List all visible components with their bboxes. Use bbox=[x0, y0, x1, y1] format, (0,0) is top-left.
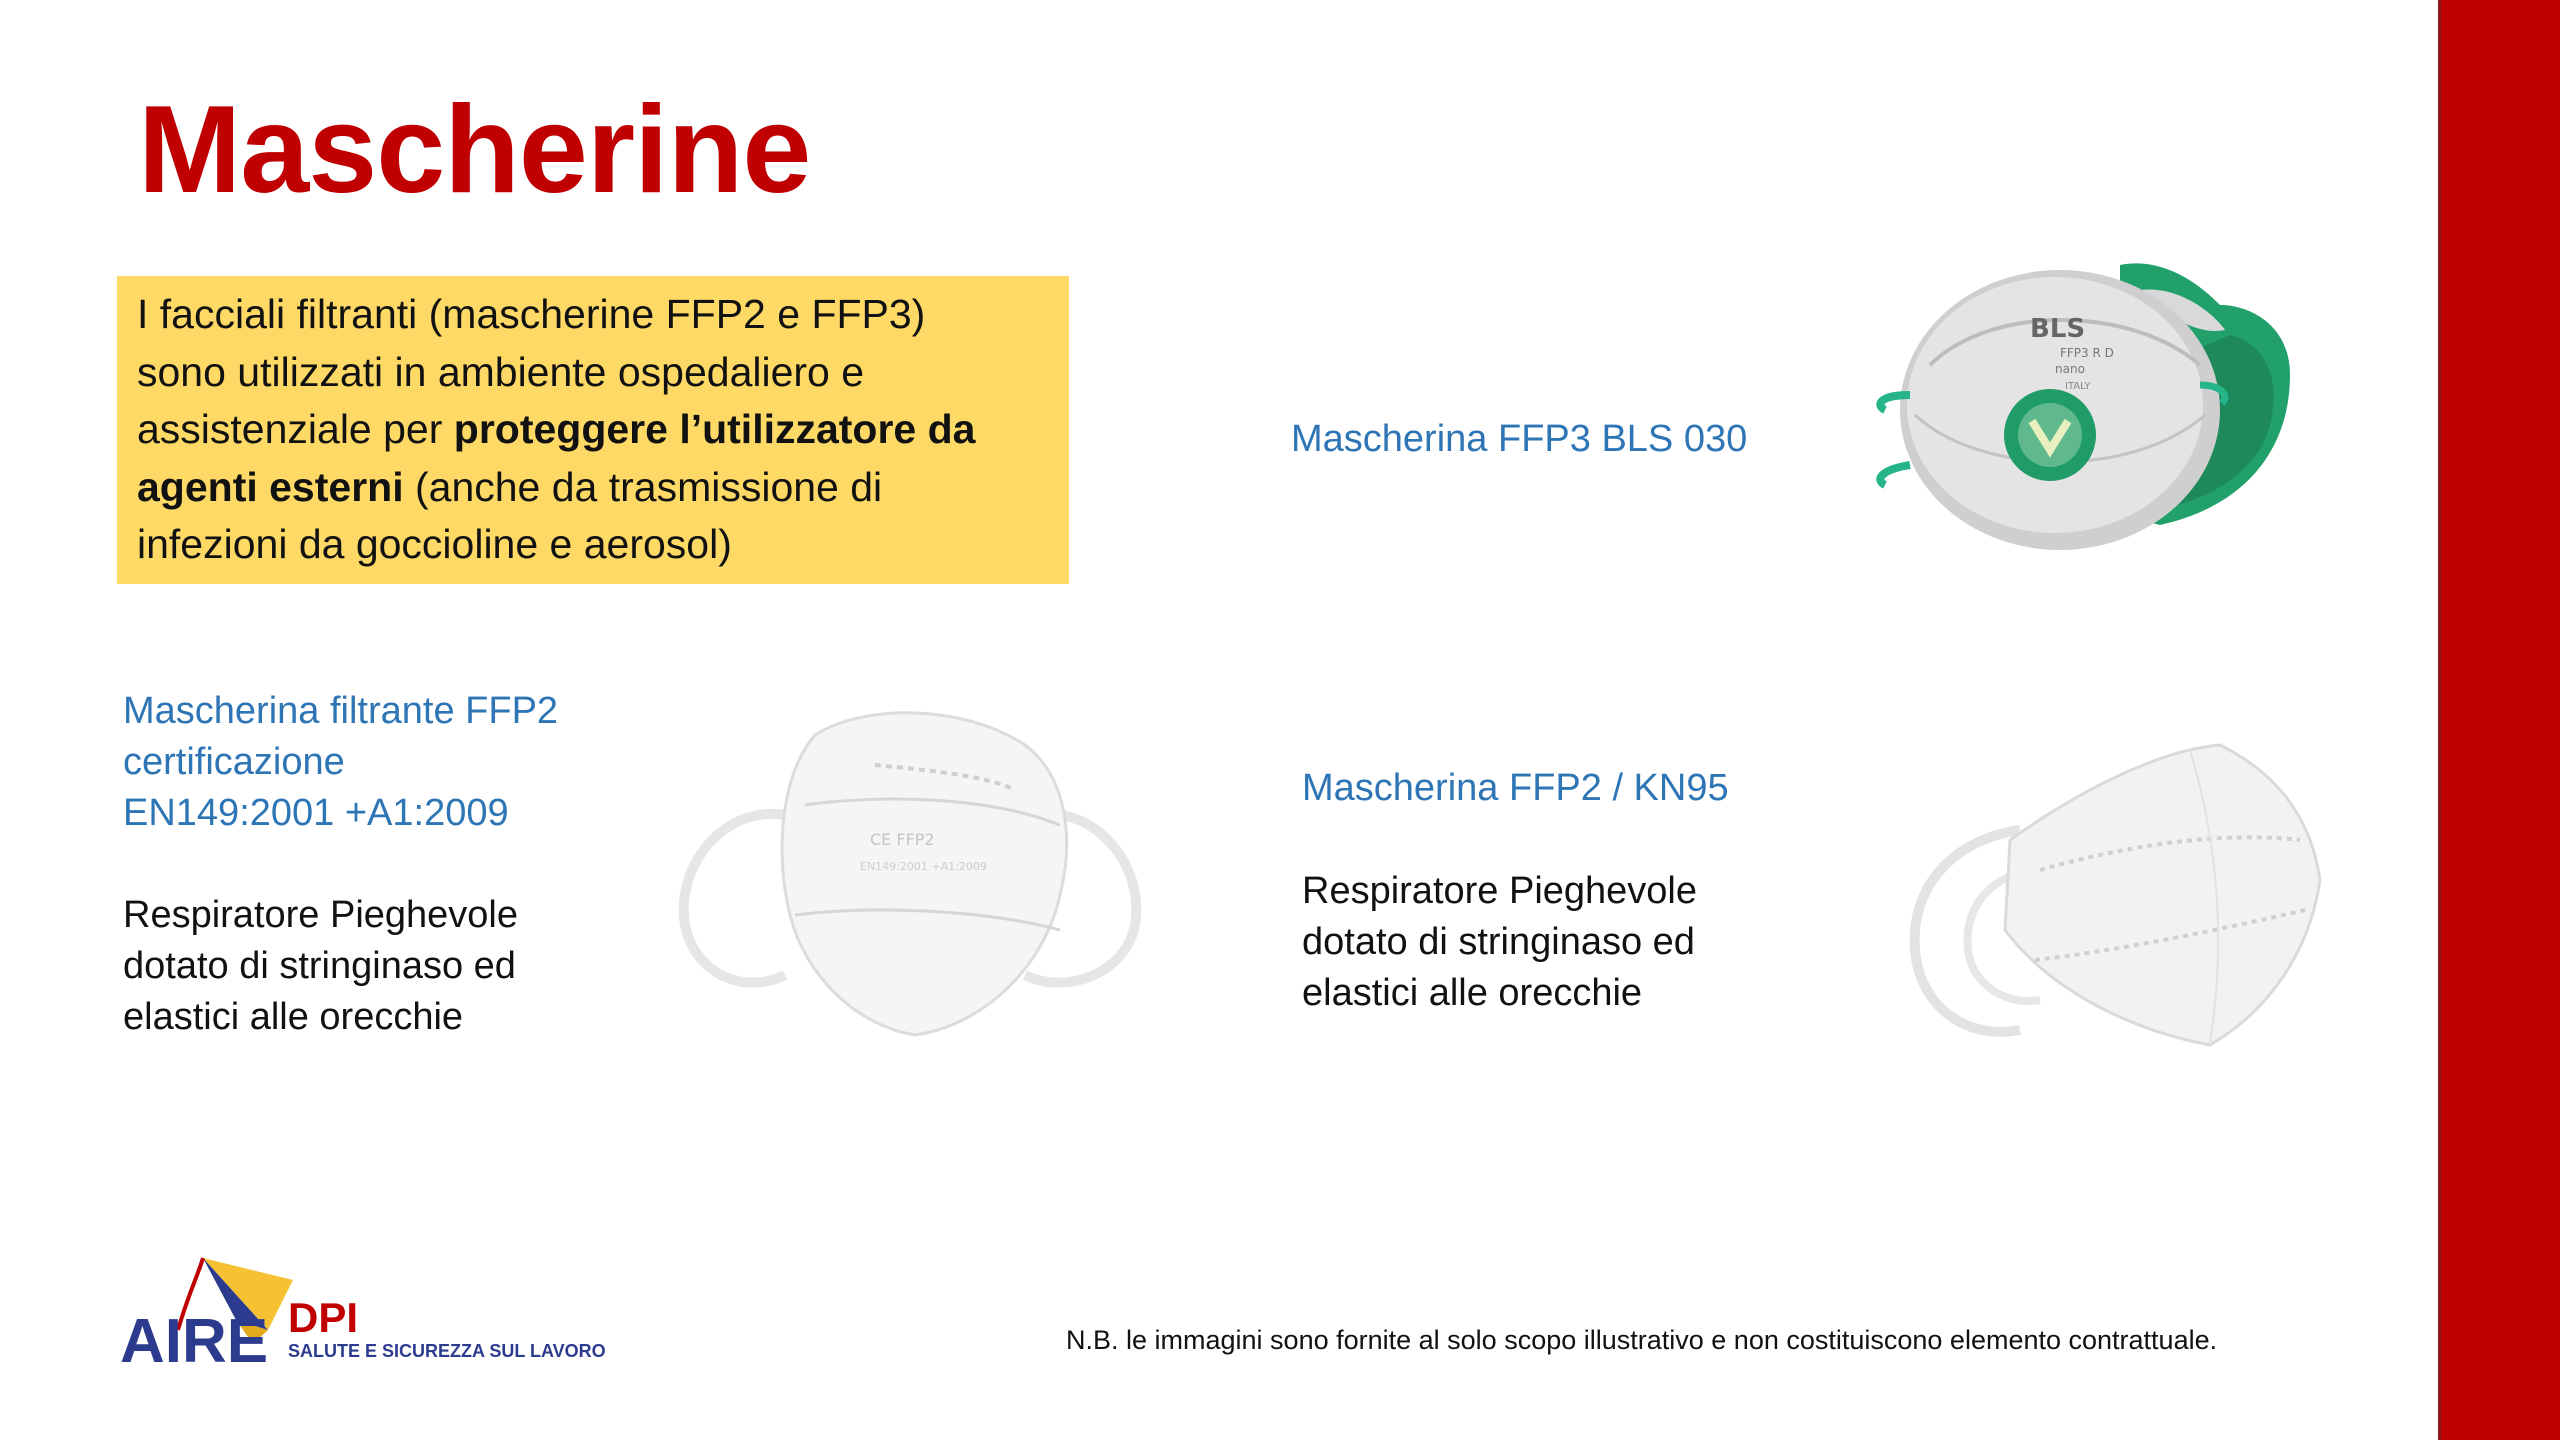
slide-title: Mascherine bbox=[138, 81, 811, 219]
aire-dpi-logo bbox=[118, 1240, 618, 1370]
ffp2-caption-line-3: EN149:2001 +A1:2009 bbox=[123, 792, 509, 834]
ffp2-foldable-mask-icon bbox=[665, 695, 1165, 1040]
callout-line-4: agenti esterni (anche da trasmissione di bbox=[137, 463, 883, 510]
right-accent-bar bbox=[2438, 0, 2560, 1440]
svg-text:BLS: BLS bbox=[2030, 314, 2086, 344]
callout-line-3: assistenziale per proteggere l’utilizzatore da bbox=[137, 406, 976, 452]
svg-text:AIRE: AIRE bbox=[120, 1307, 269, 1370]
ffp2-description-line-3: elastici alle orecchie bbox=[123, 996, 464, 1038]
ffp2-caption-line-2: certificazione bbox=[123, 741, 345, 783]
disclaimer-note: N.B. le immagini sono fornite al solo scopo illustrativo e non costituiscono elemento contrattuale. bbox=[1066, 1325, 2218, 1355]
svg-text:DPI: DPI bbox=[288, 1294, 359, 1341]
svg-text:ITALY: ITALY bbox=[2065, 381, 2091, 392]
ffp3-valve-mask-icon bbox=[1870, 245, 2310, 555]
kn95-description-line-3: elastici alle orecchie bbox=[1302, 972, 1643, 1014]
kn95-caption: Mascherina FFP2 / KN95 bbox=[1302, 767, 1729, 809]
intro-callout bbox=[117, 276, 1069, 584]
svg-text:EN149:2001 +A1:2009: EN149:2001 +A1:2009 bbox=[860, 860, 987, 873]
ffp2-description-line-1: Respiratore Pieghevole bbox=[123, 894, 519, 936]
kn95-description bbox=[1302, 866, 1697, 1019]
kn95-description-line-1: Respiratore Pieghevole bbox=[1302, 870, 1698, 912]
callout-line-2: sono utilizzati in ambiente ospedaliero e bbox=[137, 348, 865, 395]
svg-text:CE FFP2: CE FFP2 bbox=[870, 830, 935, 849]
ffp2-description-line-2: dotato di stringinaso ed bbox=[123, 945, 516, 987]
kn95-foldable-mask-icon bbox=[1890, 730, 2330, 1060]
svg-text:nano: nano bbox=[2055, 362, 2085, 376]
svg-text:SALUTE E SICUREZZA SUL LAVORO: SALUTE E SICUREZZA SUL LAVORO bbox=[288, 1341, 606, 1361]
ffp2-caption-line-1: Mascherina filtrante FFP2 bbox=[123, 690, 559, 732]
ffp3-caption: Mascherina FFP3 BLS 030 bbox=[1291, 418, 1748, 460]
callout-line-1: I facciali filtranti (mascherine FFP2 e FFP3) bbox=[137, 291, 926, 337]
ffp2-description bbox=[123, 890, 518, 1043]
kn95-description-line-2: dotato di stringinaso ed bbox=[1302, 921, 1695, 963]
ffp2-caption bbox=[123, 686, 558, 839]
svg-text:FFP3 R D: FFP3 R D bbox=[2060, 346, 2114, 360]
callout-line-5: infezioni da goccioline e aerosol) bbox=[137, 521, 732, 567]
